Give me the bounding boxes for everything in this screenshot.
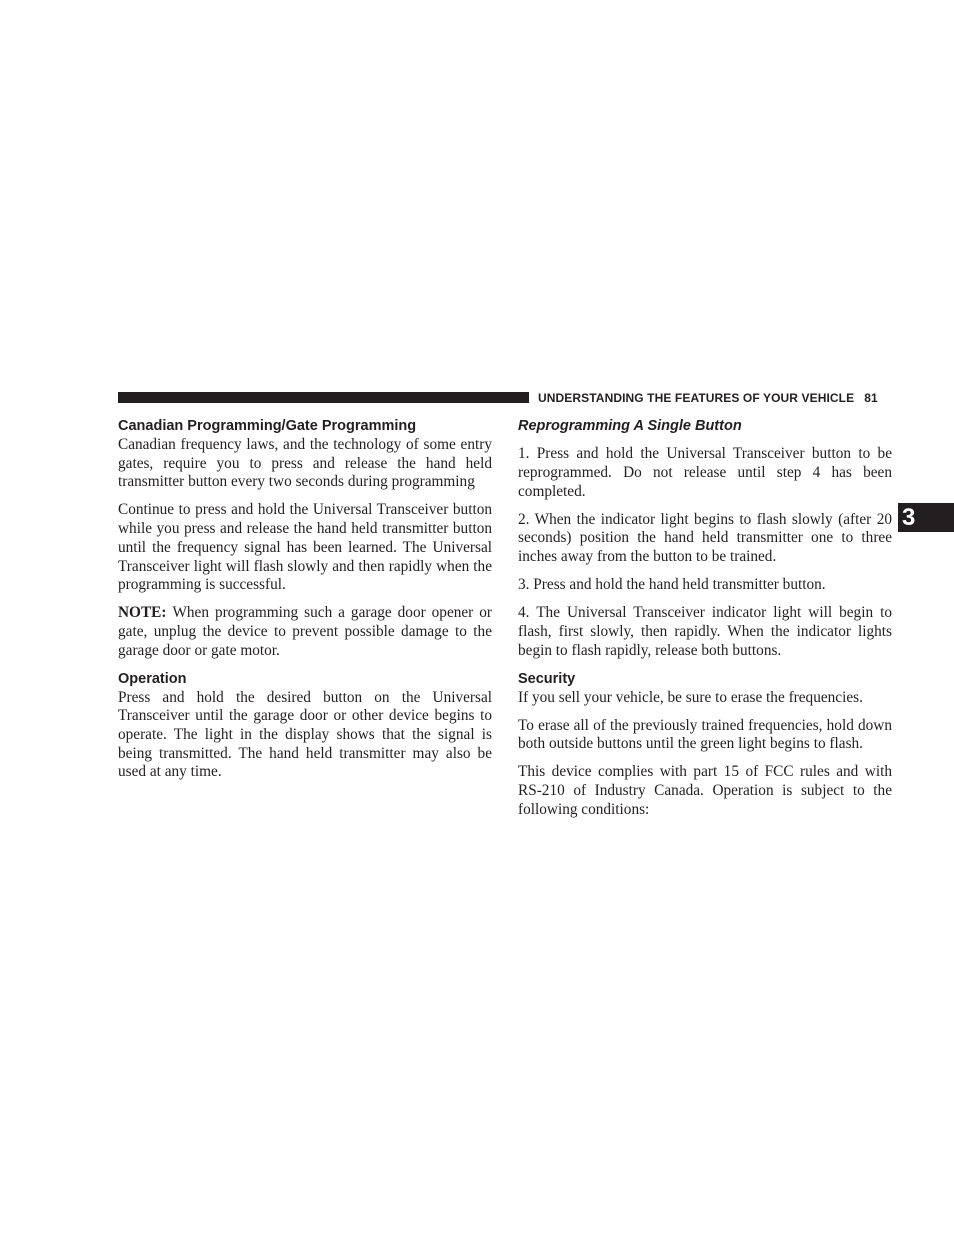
operation-heading: Operation [118,670,187,687]
header-rule [118,392,529,403]
canadian-programming-paragraph-1: Canadian frequency laws, and the technology of some entry gates, require you to press and release the hand held transmitter button every two seconds during programming [118,436,492,491]
note-paragraph [118,604,492,660]
running-header [538,389,891,407]
security-heading: Security [518,670,576,687]
reprogram-step-1: 1. Press and hold the Universal Transceiver button to be reprogrammed. Do not release until step 4 has been completed. [518,445,892,500]
right-column [518,417,892,829]
reprogram-step-4: 4. The Universal Transceiver indicator light will begin to flash, first slowly, then rapidly. When the indicator lights begin to flash rapidly, release both buttons. [518,604,892,659]
reprogram-step-2: 2. When the indicator light begins to flash slowly (after 20 seconds) position the hand held transmitter one to three inches away from the button to be trained. [518,510,892,566]
reprogram-step-3: 3. Press and hold the hand held transmitter button. [518,576,826,594]
operation-paragraph: Press and hold the desired button on the Universal Transceiver until the garage door or other device begins to operate. The light in the display shows that the signal is being transmitted. The hand held transmitter may also be used at any time. [118,688,492,781]
note-label: NOTE: [118,604,167,622]
chapter-tab: 3 [898,503,954,532]
security-paragraph-3: This device complies with part 15 of FCC rules and with RS-210 of Industry Canada. Operation is subject to the following conditions: [518,763,892,818]
left-column [118,417,492,791]
reprogramming-heading: Reprogramming A Single Button [518,418,742,434]
canadian-programming-heading: Canadian Programming/Gate Programming [118,418,417,434]
canadian-programming-paragraph-2: Continue to press and hold the Universal Transceiver button while you press and release the hand held transmitter button until the frequency signal has been learned. The Universal Transceiver light will flash slowly and then rapidly when the programming is successful. [118,501,492,594]
security-paragraph-1: If you sell your vehicle, be sure to erase the frequencies. [518,688,863,706]
page-number: 81 [864,391,878,405]
note-text: When programming such a garage door opener or gate, unplug the device to prevent possible damage to the garage door or gate motor. [118,604,492,659]
security-paragraph-2: To erase all of the previously trained frequencies, hold down both outside buttons until the green light begins to flash. [518,716,892,753]
running-header-title: UNDERSTANDING THE FEATURES OF YOUR VEHICLE [538,391,855,405]
